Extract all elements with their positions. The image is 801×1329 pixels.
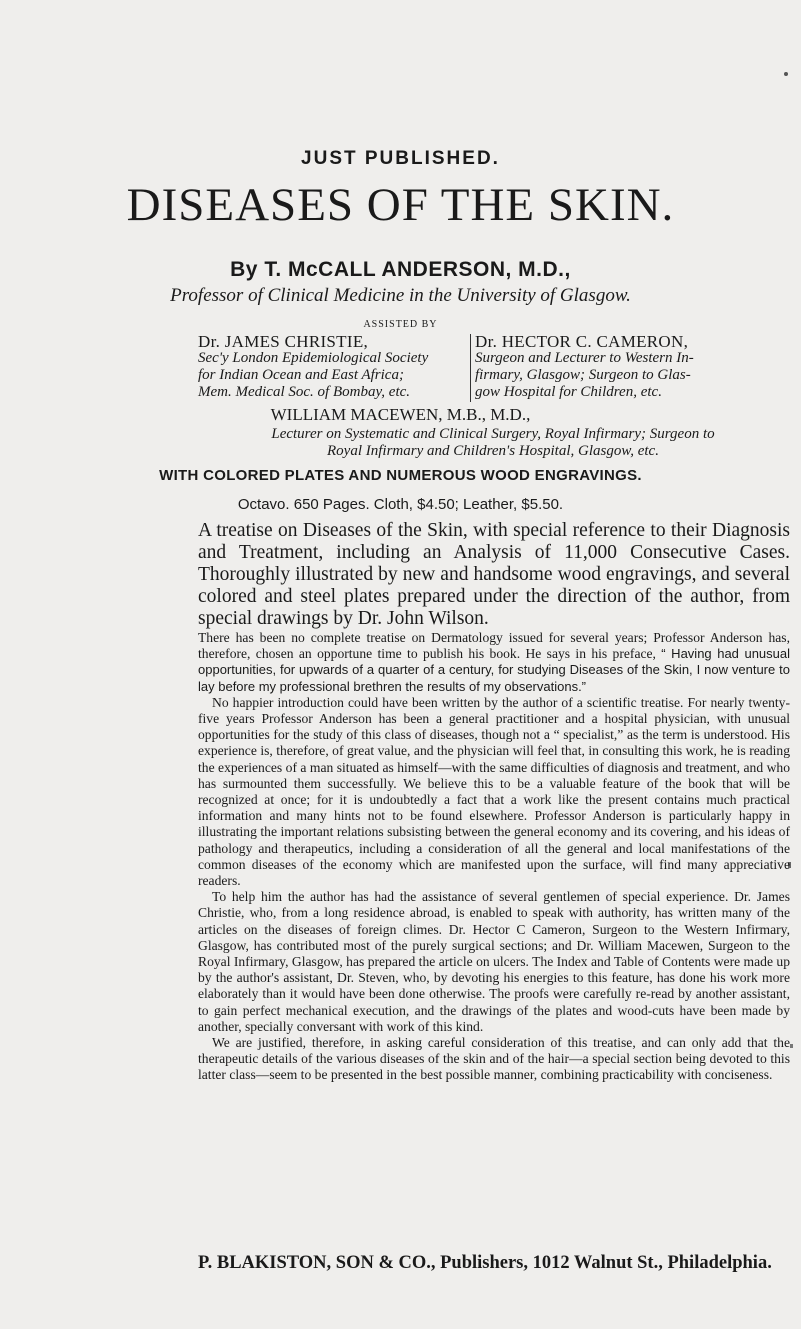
assistant-macewen-name: WILLIAM MACEWEN, M.B., M.D.,: [270, 405, 531, 424]
plates-notice: WITH COLORED PLATES AND NUMEROUS WOOD ENGRAVINGS.: [159, 467, 642, 484]
assistant-credential: for Indian Ocean and East Africa;: [198, 367, 404, 383]
column-divider: [470, 334, 471, 402]
review-paragraph: To help him the author has had the assistance of several gentlemen of special experience. Dr. James Christie, who, from a long residence abroad, is enabled to speak with authority, has written many of the articles on the diseases of foreign climes. Dr. Hector C Cameron, Surgeon to the Western Infirmary, Glasgow, has contributed most of the purely surgical sections; and Dr. William Macewen, Surgeon to the Royal Infirmary, Glasgow, has prepared the article on ulcers. The Index and Table of Contents were made up by the author's assistant, Dr. Steven, who, by devoting his energies to this feature, has done his work more elaborately than it would have been done otherwise. The proofs were carefully re-read by another assistant, to gain perfect mechanical execution, and the drawings of the plates and wood-cuts have been made by another, specially conversant with work of this kind.: [198, 889, 790, 1034]
book-summary: A treatise on Diseases of the Skin, with special reference to their Diagnosis and Treatment, including an Analysis of 11,000 Consecutive Cases. Thoroughly illustrated by new and handsome wood engravings, and several colored and steel plates prepared under the direction of the author, from special drawings by Dr. John Wilson.: [198, 520, 790, 629]
assistant-name: Dr. JAMES CHRISTIE,: [198, 332, 369, 351]
assisted-by-label: ASSISTED BY: [363, 319, 438, 330]
review-text-span: There has been no complete treatise on Dermatology issued for several years; Professor Anderson has, therefore, chosen an opportune time to publish his book. He says in his preface,: [198, 630, 790, 662]
review-text: [198, 630, 790, 1084]
book-title: DISEASES OF THE SKIN.: [126, 179, 675, 231]
print-speck: [784, 72, 788, 76]
assistant-christie: [198, 333, 468, 401]
assistant-credential: gow Hospital for Children, etc.: [475, 384, 662, 400]
author-line: By T. McCALL ANDERSON, M.D.,: [230, 258, 571, 281]
preface-quote: “ Having had unusual opportunities, for upwards of a quarter of a century, for studying Diseases of the Skin, I now venture to lay before my professional brethren the results of my observations.”: [198, 646, 790, 694]
assistant-credential: Lecturer on Systematic and Clinical Surgery, Royal Infirmary; Surgeon to: [271, 426, 715, 442]
assistant-credential: Sec'y London Epidemiological Society: [198, 350, 429, 366]
review-paragraph: [198, 630, 790, 695]
pricing-line: Octavo. 650 Pages. Cloth, $4.50; Leather, $5.50.: [237, 496, 564, 513]
just-published-heading: JUST PUBLISHED.: [301, 148, 500, 169]
assistant-credential: Royal Infirmary and Children's Hospital, Glasgow, etc.: [327, 443, 659, 459]
assistant-name: Dr. HECTOR C. CAMERON,: [475, 332, 689, 351]
print-speck: [790, 1044, 793, 1048]
author-role: Professor of Clinical Medicine in the University of Glasgow.: [170, 285, 631, 306]
review-paragraph: We are justified, therefore, in asking careful consideration of this treatise, and can only add that the therapeutic details of the various diseases of the skin and of the hair—a special section being devoted to this latter class—seem to be presented in the best possible manner, combining practicability with conciseness.: [198, 1035, 790, 1083]
assistant-credential: firmary, Glasgow; Surgeon to Glas-: [475, 367, 691, 383]
assistant-credential: Mem. Medical Soc. of Bombay, etc.: [198, 384, 411, 400]
assistant-cameron: [475, 333, 785, 401]
assistant-credential: Surgeon and Lecturer to Western In-: [475, 350, 694, 366]
assistant-macewen-role: [198, 426, 788, 460]
review-paragraph: No happier introduction could have been written by the author of a scientific treatise. For nearly twenty-five years Professor Anderson has been a general practitioner and a hospital physician, with unusual opportunities for the study of this class of diseases, though not a “ specialist,” as the term is understood. His experience is, therefore, of great value, and the physician will feel that, in consulting this work, he is reading the experiences of a man situated as himself—with the same difficulties of diagnosis and treatment, and who has surmounted them successfully. We believe this to be a valuable feature of the book that will be recognized at once; for it is undoubtedly a fact that a work like the present contains much practical information and many hints not to be found elsewhere. Professor Anderson is particularly happy in illustrating the important relations subsisting between the general economy and its covering, and his ideas of pathology and therapeutics, including a consideration of all the general and local manifestations of the common diseases of the economy which are manifested upon the surface, will find many appreciative readers.: [198, 694, 790, 889]
publisher-imprint: P. BLAKISTON, SON & CO., Publishers, 1012 Walnut St., Philadelphia.: [198, 1253, 772, 1273]
